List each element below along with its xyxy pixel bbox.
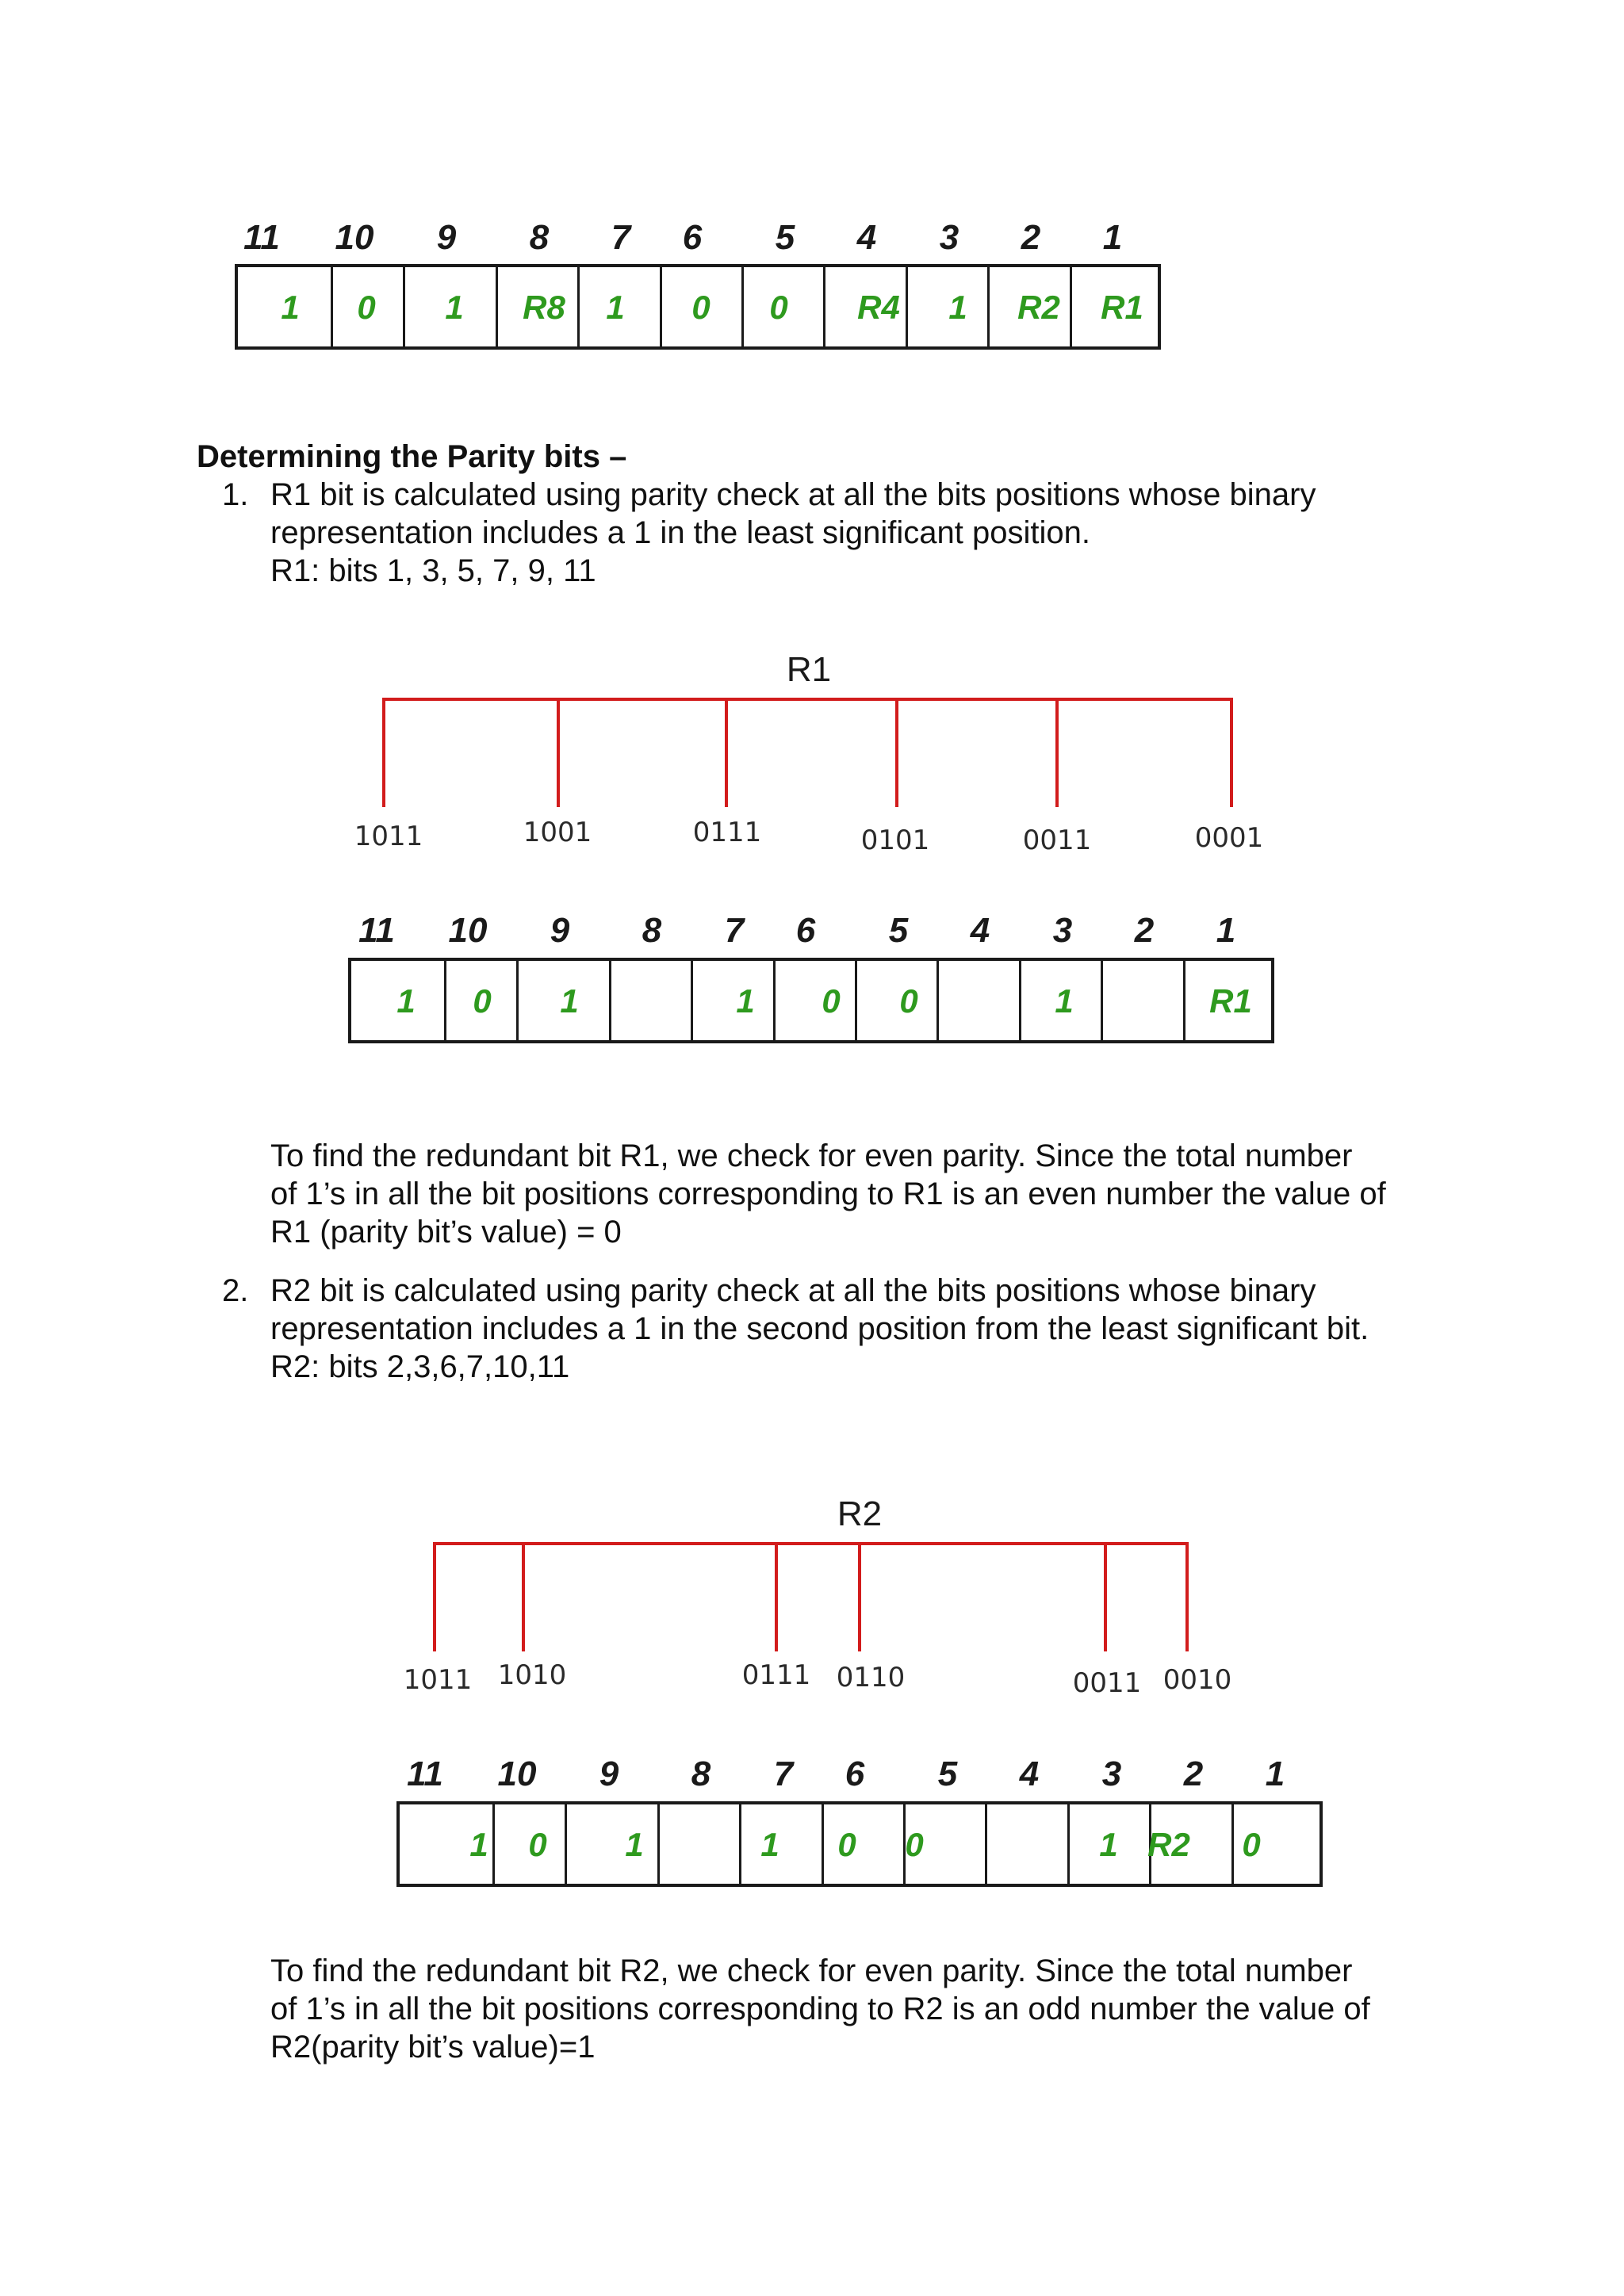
cell-divider xyxy=(936,961,939,1040)
bit-value: 1 xyxy=(948,289,967,326)
r1-explanation xyxy=(270,1137,1555,1251)
tree-bar xyxy=(382,698,1233,701)
text-line: of 1’s in all the bit positions corresponding to R2 is an odd number the value of xyxy=(270,1992,1370,2026)
bit-value: 0 xyxy=(473,982,492,1020)
r2-explanation xyxy=(270,1952,1555,2066)
cell-divider xyxy=(331,267,333,346)
position-label: 2 xyxy=(1183,1755,1204,1793)
bit-value: 0 xyxy=(822,982,841,1020)
tree-title: R1 xyxy=(786,650,832,689)
cell-divider xyxy=(496,267,498,346)
cell-divider xyxy=(691,961,693,1040)
binary-label: 0101 xyxy=(860,825,930,856)
cell-divider xyxy=(516,961,519,1040)
cell-divider xyxy=(985,1804,987,1884)
text-line: R1 (parity bit’s value) = 0 xyxy=(270,1215,622,1249)
tree-title: R2 xyxy=(837,1494,883,1533)
position-label: 5 xyxy=(775,218,795,257)
cell-divider xyxy=(773,961,776,1040)
position-label: 11 xyxy=(243,218,280,257)
cell-divider xyxy=(741,267,744,346)
text-line: R1: bits 1, 3, 5, 7, 9, 11 xyxy=(270,553,596,588)
list-number: 1. xyxy=(222,477,249,512)
binary-label: 1010 xyxy=(497,1659,567,1691)
bit-value: 1 xyxy=(760,1826,779,1863)
position-label: 3 xyxy=(939,218,959,257)
cell-divider xyxy=(822,1804,824,1884)
codeword-diagram xyxy=(0,0,1624,365)
bit-value: 1 xyxy=(560,982,579,1020)
parity-placeholder: R1 xyxy=(1101,289,1143,326)
position-label: 9 xyxy=(550,911,570,950)
bit-value: 1 xyxy=(281,289,300,326)
binary-label: 0110 xyxy=(836,1662,906,1693)
position-label: 11 xyxy=(407,1755,443,1793)
position-label: 9 xyxy=(436,218,457,257)
cell-divider xyxy=(444,961,446,1040)
tree-branch xyxy=(1104,1542,1107,1651)
position-label: 6 xyxy=(682,218,703,257)
list-number: 2. xyxy=(222,1273,249,1308)
tree-branch xyxy=(895,698,898,807)
position-label: 4 xyxy=(856,218,877,257)
cell-divider xyxy=(1019,961,1021,1040)
position-label: 7 xyxy=(611,218,631,257)
tree-branch xyxy=(557,698,560,807)
tree-branch xyxy=(725,698,728,807)
cell-divider xyxy=(577,267,580,346)
cell-divider xyxy=(739,1804,741,1884)
tree-branch xyxy=(382,698,385,807)
tree-branch xyxy=(858,1542,861,1651)
position-label: 9 xyxy=(599,1755,619,1793)
text-line: R2(parity bit’s value)=1 xyxy=(270,2030,596,2064)
position-label: 2 xyxy=(1134,911,1155,950)
position-label: 1 xyxy=(1265,1755,1285,1793)
position-label: 7 xyxy=(724,911,745,950)
cell-divider xyxy=(1067,1804,1070,1884)
position-label: 8 xyxy=(642,911,662,950)
position-label: 5 xyxy=(888,911,909,950)
position-label: 8 xyxy=(529,218,550,257)
cell-divider xyxy=(987,267,990,346)
bit-value: 0 xyxy=(1242,1826,1261,1863)
position-label: 4 xyxy=(1019,1755,1040,1793)
list-item-text xyxy=(270,476,1555,590)
text-line: representation includes a 1 in the least significant position. xyxy=(270,515,1090,550)
text-line: of 1’s in all the bit positions corresponding to R1 is an even number the value of xyxy=(270,1177,1386,1211)
cell-divider xyxy=(855,961,857,1040)
bit-value: 1 xyxy=(736,982,755,1020)
binary-label: 0001 xyxy=(1194,822,1264,854)
binary-label: 1001 xyxy=(523,817,592,848)
bit-value: 1 xyxy=(606,289,625,326)
bit-value: 0 xyxy=(357,289,376,326)
binary-label: 0011 xyxy=(1022,825,1092,856)
binary-label: 0111 xyxy=(741,1659,811,1691)
position-label: 6 xyxy=(845,1755,865,1793)
bit-value: 1 xyxy=(469,1826,488,1863)
bit-value: 1 xyxy=(1099,1826,1118,1863)
binary-label: 1011 xyxy=(354,821,423,852)
bit-value: 0 xyxy=(837,1826,856,1863)
text-line: R2 bit is calculated using parity check at all the bits positions whose binary xyxy=(270,1273,1316,1308)
text-line: R1 bit is calculated using parity check at all the bits positions whose binary xyxy=(270,477,1316,512)
cell-divider xyxy=(565,1804,567,1884)
cell-divider xyxy=(906,267,908,346)
position-label: 3 xyxy=(1101,1755,1122,1793)
cell-divider xyxy=(823,267,825,346)
parity-placeholder: R8 xyxy=(523,289,565,326)
bit-value: 1 xyxy=(625,1826,644,1863)
tree-branch xyxy=(522,1542,525,1651)
tree-branch xyxy=(775,1542,778,1651)
binary-label: 0111 xyxy=(692,817,762,848)
position-label: 3 xyxy=(1052,911,1073,950)
list-item-text xyxy=(270,1272,1555,1386)
cell-divider xyxy=(1231,1804,1234,1884)
parity-placeholder: R4 xyxy=(857,289,900,326)
position-label: 2 xyxy=(1021,218,1041,257)
tree-bar xyxy=(433,1542,1189,1545)
tree-branch xyxy=(1185,1542,1189,1651)
bit-value: 0 xyxy=(905,1826,924,1863)
binary-label: 1011 xyxy=(403,1664,473,1696)
position-label: 5 xyxy=(937,1755,958,1793)
position-label: 6 xyxy=(795,911,816,950)
position-label: 1 xyxy=(1216,911,1236,950)
cell-divider xyxy=(403,267,405,346)
cell-divider xyxy=(492,1804,495,1884)
position-label: 10 xyxy=(497,1755,537,1793)
cell-divider xyxy=(657,1804,660,1884)
bit-value: 0 xyxy=(691,289,710,326)
bit-value: 1 xyxy=(396,982,416,1020)
parity-placeholder: R2 xyxy=(1017,289,1060,326)
position-label: 10 xyxy=(448,911,488,950)
position-label: 1 xyxy=(1102,218,1123,257)
position-label: 4 xyxy=(970,911,990,950)
cell-divider xyxy=(1101,961,1103,1040)
position-label: 10 xyxy=(335,218,374,257)
cell-divider xyxy=(660,267,662,346)
text-line: representation includes a 1 in the second position from the least significant bit. xyxy=(270,1311,1369,1346)
bit-value: 0 xyxy=(899,982,918,1020)
section-heading: Determining the Parity bits – xyxy=(197,439,627,474)
position-label: 8 xyxy=(691,1755,711,1793)
cell-divider xyxy=(609,961,611,1040)
parity-placeholder: R2 xyxy=(1147,1826,1190,1863)
bit-value: 1 xyxy=(445,289,464,326)
cell-divider xyxy=(1070,267,1072,346)
binary-label: 0011 xyxy=(1072,1667,1142,1699)
parity-placeholder: R1 xyxy=(1209,982,1252,1020)
bit-value: 0 xyxy=(528,1826,547,1863)
text-line: To find the redundant bit R1, we check for even parity. Since the total number xyxy=(270,1138,1353,1173)
tree-branch xyxy=(433,1542,436,1651)
position-label: 7 xyxy=(773,1755,794,1793)
bit-value: 0 xyxy=(769,289,788,326)
text-line: To find the redundant bit R2, we check for even parity. Since the total number xyxy=(270,1954,1353,1988)
binary-label: 0010 xyxy=(1162,1664,1232,1696)
cell-divider xyxy=(1183,961,1185,1040)
position-label: 11 xyxy=(358,911,395,950)
bit-value: 1 xyxy=(1055,982,1074,1020)
tree-branch xyxy=(1055,698,1059,807)
tree-branch xyxy=(1230,698,1233,807)
text-line: R2: bits 2,3,6,7,10,11 xyxy=(270,1349,570,1384)
